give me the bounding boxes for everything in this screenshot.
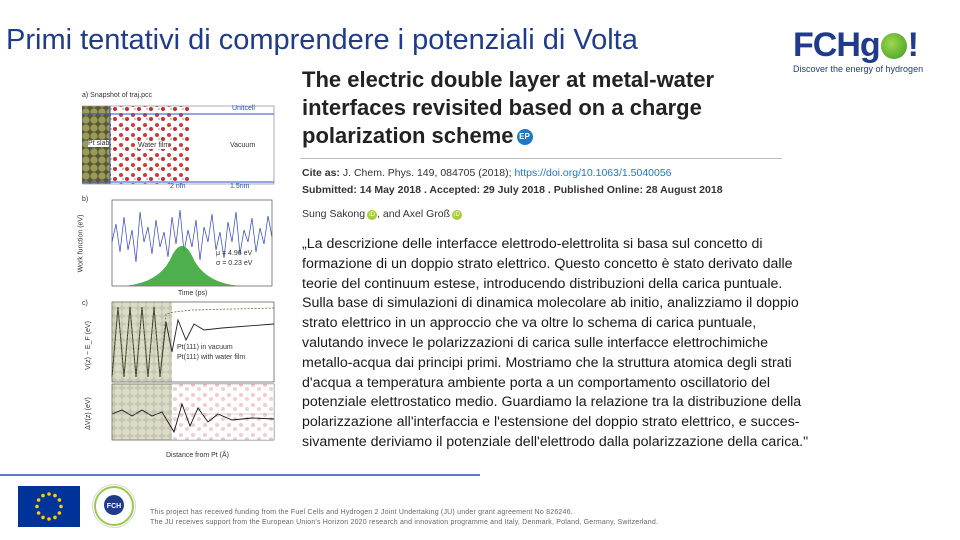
pt-slab-label: Pt slab xyxy=(88,140,110,147)
quote-line: valutando invece le polarizzazioni di carica sulle interfacce elettrochimiche xyxy=(302,334,769,351)
delta-v-axis-label: ΔV(z) (eV) xyxy=(84,397,92,430)
ep-badge: EP xyxy=(517,129,533,145)
author-name: , and Axel Groß xyxy=(377,208,451,220)
quote-line: strato elettrico in un approccio che va oltre lo schema di carica puntuale, xyxy=(302,315,757,332)
quote-line: „La descrizione delle interfacce elettrodo-elettrolita si basa sul concetto di xyxy=(302,236,763,252)
cite-journal: J. Chem. Phys. 149, 084705 (2018); xyxy=(342,167,512,179)
slide-title: Primi tentativi di comprendere i potenziali di Volta xyxy=(6,24,638,56)
funding-notice xyxy=(150,508,658,528)
legend-vacuum: Pt(111) in vacuum xyxy=(177,344,233,351)
fch-ju-logo xyxy=(92,484,136,528)
unitcell-label: Unitcell xyxy=(232,105,255,112)
paper-figure xyxy=(77,92,282,467)
panel-b-label: b) xyxy=(82,196,89,203)
funding-line: The JU receives support from the European Union's Horizon 2020 research and innovation programme and Italy, Denmark, Poland, Germany, Switzerland. xyxy=(150,519,659,526)
cite-label: Cite as: xyxy=(302,167,340,179)
quote-line: potenziale elettrostatico medio. Guardiamo la relazione tra la distribuzione della xyxy=(302,394,802,411)
logo-text-before: FCHg xyxy=(793,26,880,64)
paper-title-line: polarization scheme EP xyxy=(302,122,714,150)
quote-line: sivamente deriviamo il potenziale dell'elettrodo dalla polarizzazione della carica." xyxy=(302,433,809,450)
quote-line: Sulla base di simulazioni di dinamica molecolare ab initio, analizziamo il doppio xyxy=(302,295,799,312)
orcid-icon[interactable]: iD xyxy=(367,210,377,220)
time-axis-label: Time (ps) xyxy=(178,290,208,297)
water-film-label: Water film xyxy=(138,142,170,149)
citation xyxy=(302,165,723,199)
quote-line: metallo-acqua dai principi primi. Mostriamo che la struttura atomica degli strati xyxy=(302,354,792,371)
footer-divider xyxy=(0,474,480,476)
dates-line: Submitted: 14 May 2018 . Accepted: 29 July 2018 . Published Online: 28 August 2018 xyxy=(302,184,723,196)
panel-c-label: c) xyxy=(82,300,88,307)
quote-line: formazione di un doppio strato elettrico. Questo concetto è stato derivato dalle xyxy=(302,255,793,272)
panel-a-label: a) Snapshot of traj.pcc xyxy=(82,92,153,99)
distance-axis-label: Distance from Pt (Å) xyxy=(166,452,230,459)
logo-tagline: Discover the energy of hydrogen xyxy=(793,64,924,74)
paper-title xyxy=(302,66,714,150)
paper-title-line: interfaces revisited based on a charge xyxy=(302,95,702,120)
funding-line: This project has received funding from the Fuel Cells and Hydrogen 2 Joint Undertaking (JU) under grant agreement No 826246. xyxy=(150,509,573,516)
legend-water: Pt(111) with water film xyxy=(177,354,246,361)
potential-axis-label: V(z) − E_F (eV) xyxy=(84,321,92,370)
mu-label: μ = 4.96 eV xyxy=(216,250,253,257)
orcid-icon[interactable]: iD xyxy=(452,210,462,220)
paper-title-line: The electric double layer at metal-water xyxy=(302,67,715,92)
quote-line: teorie del continuum estese, introducendo distribuzioni della carica puntuale. xyxy=(302,275,783,292)
scale-1-5nm-label: 1.5nm xyxy=(230,183,250,190)
divider xyxy=(300,158,782,159)
fchgo-logo xyxy=(793,28,953,80)
abstract-quote xyxy=(302,235,950,453)
logo-text-after: ! xyxy=(907,26,918,64)
vacuum-label: Vacuum xyxy=(230,142,256,149)
eu-flag-icon xyxy=(18,486,80,527)
authors xyxy=(302,208,462,220)
sigma-label: σ = 0.23 eV xyxy=(216,260,253,267)
author-name: Sung Sakong xyxy=(302,208,366,220)
globe-icon xyxy=(881,33,907,59)
quote-line: polarizzazione all'interfaccia e l'estensione del doppio strato elettrico, e succes- xyxy=(302,414,800,431)
doi-link[interactable]: https://doi.org/10.1063/1.5040056 xyxy=(514,167,672,179)
work-function-axis-label: Work function (eV) xyxy=(77,214,85,273)
quote-line: d'acqua a temperatura ambiente porta a un comportamento oscillatorio del xyxy=(302,374,771,391)
scale-2nm-label: 2 nm xyxy=(170,183,186,190)
fch-logo-text: FCH xyxy=(106,503,122,510)
